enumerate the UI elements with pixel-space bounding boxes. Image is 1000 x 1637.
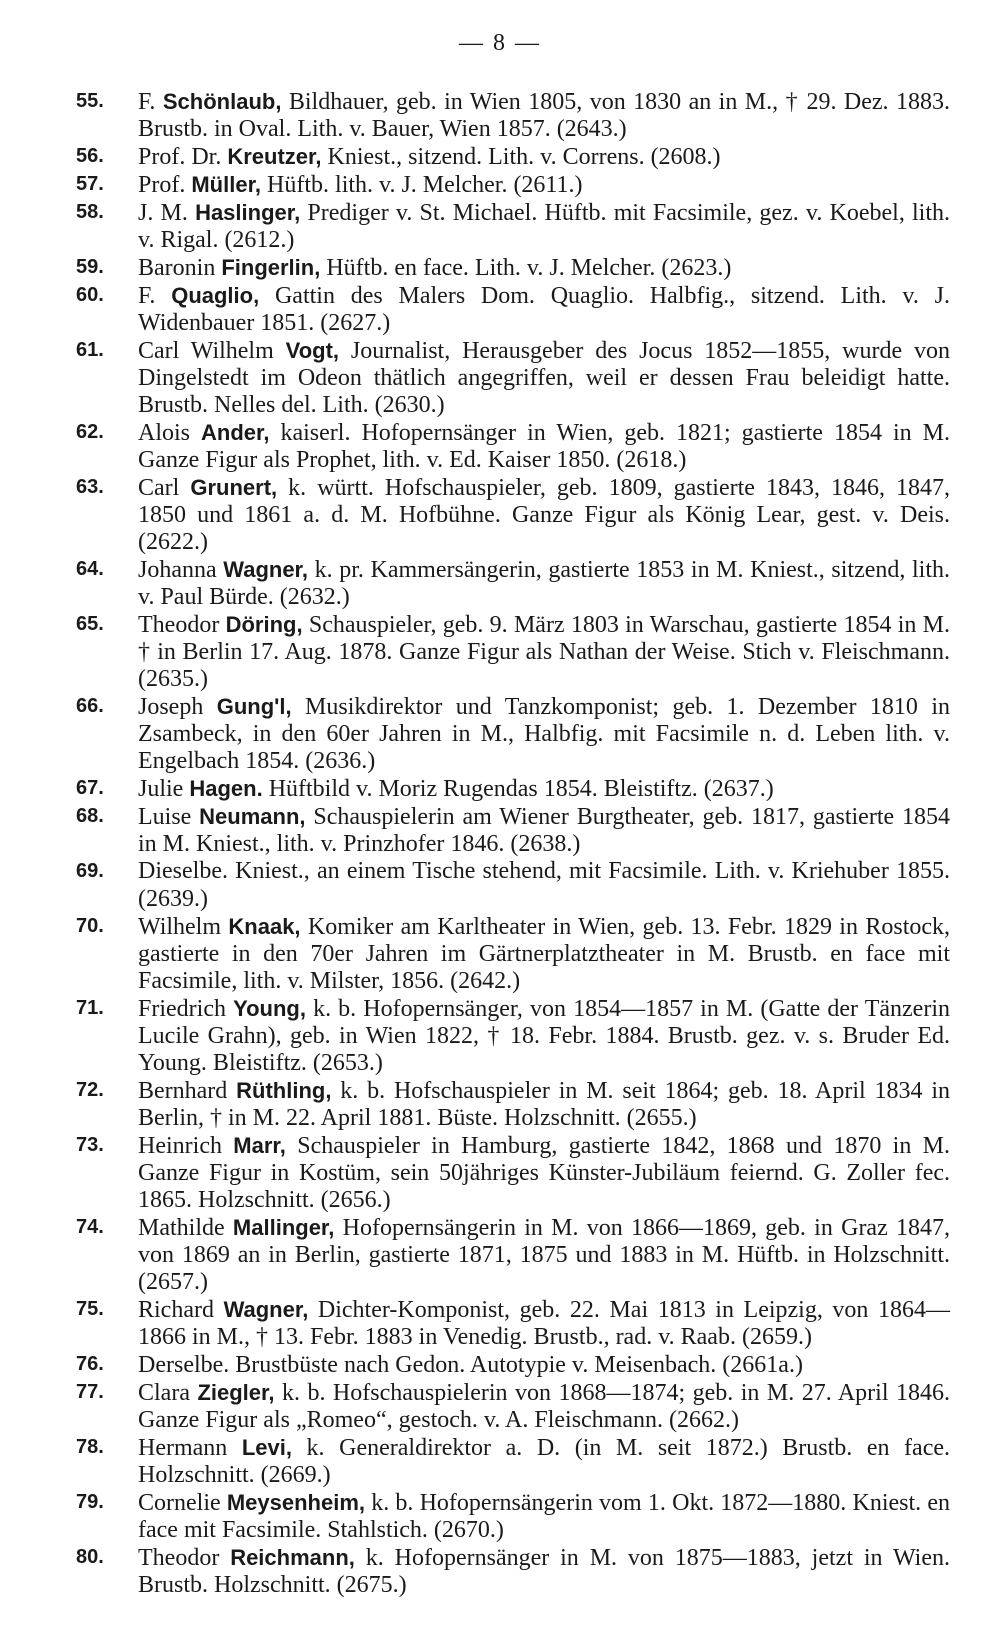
entry-number: 76. bbox=[76, 1353, 104, 1375]
entry-number: 61. bbox=[76, 339, 104, 361]
entry-prefix: Luise bbox=[138, 804, 200, 830]
entry-number: 59. bbox=[76, 256, 104, 278]
entry-prefix: J. M. bbox=[138, 200, 196, 226]
list-item bbox=[0, 1296, 1000, 1351]
person-name: Levi, bbox=[241, 1435, 292, 1460]
list-item bbox=[0, 1489, 1000, 1544]
entry-prefix: Friedrich bbox=[138, 996, 234, 1022]
entry-text bbox=[138, 88, 950, 143]
entry-number: 62. bbox=[76, 421, 104, 443]
entry-number: 77. bbox=[76, 1381, 104, 1403]
entry-number: 68. bbox=[76, 805, 104, 827]
entry-prefix: Carl Wilhelm bbox=[138, 338, 286, 364]
person-name: Wagner, bbox=[223, 557, 309, 582]
entry-text bbox=[138, 254, 950, 282]
list-item bbox=[0, 1434, 1000, 1489]
entry-text bbox=[138, 1214, 950, 1296]
entry-text bbox=[138, 611, 950, 693]
list-item bbox=[0, 1077, 1000, 1132]
person-name: Fingerlin, bbox=[221, 255, 321, 280]
person-name: Young, bbox=[233, 996, 306, 1021]
entry-number: 80. bbox=[76, 1546, 104, 1568]
list-item bbox=[0, 282, 1000, 337]
entry-description: Prediger v. St. Michael. Hüftb. mit Facsimile, gez. v. Koebel, lith. v. Rigal. (2612.) bbox=[138, 200, 951, 253]
entry-description: Schauspieler in Hamburg, gastierte 1842, 1868 und 1870 in M. Ganze Figur in Kostüm, sein 50jähriges Künster-Jubiläum feiernd. G. Zoller fec. 1865. Holzschnitt. (2656.) bbox=[138, 1133, 950, 1213]
entry-description: k. Hofopernsänger in M. von 1875—1883, jetzt in Wien. Brustb. Holzschnitt. (2675.) bbox=[138, 1545, 950, 1598]
person-name: Quaglio, bbox=[171, 283, 260, 308]
person-name: Mallinger, bbox=[232, 1215, 335, 1240]
entry-description: Komiker am Karltheater in Wien, geb. 13. Febr. 1829 in Rostock, gastierte in den 70er Jahren im Gärtnerplatztheater in M. Brustb. en face mit Facsimile, lith. v. Milster, 1856. (2642.) bbox=[138, 914, 951, 994]
person-name: Ander, bbox=[201, 420, 270, 445]
person-name: Ziegler, bbox=[197, 1380, 275, 1405]
entry-number: 73. bbox=[76, 1134, 104, 1156]
entry-text bbox=[138, 1132, 950, 1214]
entry-description: Gattin des Malers Dom. Quaglio. Halbfig., sitzend. Lith. v. J. Widenbauer 1851. (2627.) bbox=[138, 283, 950, 336]
entry-description: Schauspielerin am Wiener Burgtheater, geb. 1817, gastierte 1854 in M. Kniest., lith. v. Prinzhofer 1846. (2638.) bbox=[138, 804, 950, 857]
entry-number: 72. bbox=[76, 1079, 104, 1101]
list-item bbox=[0, 1379, 1000, 1434]
entry-prefix: Clara bbox=[138, 1380, 198, 1406]
entry-number: 63. bbox=[76, 476, 104, 498]
list-item bbox=[0, 254, 1000, 282]
entry-text bbox=[138, 995, 950, 1077]
list-item bbox=[0, 419, 1000, 474]
entry-number: 64. bbox=[76, 558, 104, 580]
person-name: Döring, bbox=[225, 612, 303, 637]
list-item bbox=[0, 995, 1000, 1077]
entry-text bbox=[138, 913, 950, 995]
entry-prefix: F. bbox=[138, 283, 172, 309]
person-name: Schönlaub, bbox=[162, 89, 282, 114]
entry-description: k. Generaldirektor a. D. (in M. seit 1872.) Brustb. en face. Holzschnitt. (2669.) bbox=[138, 1435, 950, 1488]
entry-description: Hofopernsängerin in M. von 1866—1869, geb. in Graz 1847, von 1869 an in Berlin, gastierte 1871, 1875 und 1883 in M. Hüftb. in Holzschnitt. (2657.) bbox=[138, 1215, 950, 1295]
page-number: — 8 — bbox=[459, 30, 541, 56]
entry-description: Hüftb. lith. v. J. Melcher. (2611.) bbox=[261, 172, 583, 198]
entry-prefix: Hermann bbox=[138, 1435, 242, 1461]
entry-prefix: Dieselbe. Kniest., an einem Tische stehend, mit Facsimile. Lith. v. Kriehuber 1855. (2639.) bbox=[138, 858, 950, 912]
entry-number: 74. bbox=[76, 1216, 104, 1238]
entry-description: k. württ. Hofschauspieler, geb. 1809, gastierte 1843, 1846, 1847, 1850 und 1861 a. d. M. Hofbühne. Ganze Figur als König Lear, gest. v. Deis. (2622.) bbox=[138, 475, 950, 555]
entry-number: 70. bbox=[76, 915, 104, 937]
list-item bbox=[0, 1544, 1000, 1599]
list-item bbox=[0, 556, 1000, 611]
entry-description: k. b. Hofschauspieler in M. seit 1864; geb. 18. April 1834 in Berlin, † in M. 22. April 1881. Büste. Holzschnitt. (2655.) bbox=[138, 1078, 951, 1131]
entry-prefix: Richard bbox=[138, 1297, 224, 1323]
entry-description: kaiserl. Hofopernsänger in Wien, geb. 1821; gastierte 1854 in M. Ganze Figur als Prophet, lith. v. Ed. Kaiser 1850. (2618.) bbox=[138, 420, 950, 473]
list-item bbox=[0, 88, 1000, 143]
entry-text bbox=[138, 1296, 950, 1351]
person-name: Rüthling, bbox=[236, 1078, 332, 1103]
list-item bbox=[0, 337, 1000, 419]
entry-prefix: Joseph bbox=[138, 694, 217, 720]
entry-prefix: Bernhard bbox=[138, 1078, 237, 1104]
entry-prefix: Alois bbox=[138, 420, 202, 446]
entry-prefix: Derselbe. Brustbüste nach Gedon. Autotypie v. Meisenbach. (2661a.) bbox=[138, 1352, 803, 1378]
list-item bbox=[0, 775, 1000, 803]
list-item bbox=[0, 1214, 1000, 1296]
entry-text bbox=[138, 1379, 950, 1434]
list-item bbox=[0, 693, 1000, 775]
entry-text bbox=[138, 858, 950, 913]
entry-text bbox=[138, 282, 950, 337]
entry-prefix: Prof. bbox=[138, 172, 192, 198]
entry-prefix: F. bbox=[138, 89, 163, 115]
entry-description: Hüftbild v. Moriz Rugendas 1854. Bleistiftz. (2637.) bbox=[262, 776, 774, 802]
entry-description: k. b. Hofopernsängerin vom 1. Okt. 1872—1880. Kniest. en face mit Facsimile. Stahlstich. (2670.) bbox=[138, 1490, 950, 1543]
list-item bbox=[0, 1132, 1000, 1214]
entry-prefix: Carl bbox=[138, 475, 191, 501]
entry-text bbox=[138, 775, 950, 803]
entry-text bbox=[138, 143, 950, 171]
entry-description: Musikdirektor und Tanzkomponist; geb. 1. Dezember 1810 in Zsambeck, in den 60er Jahren in M., Halbfig. mit Facsimile n. d. Leben lith. v. Engelbach 1854. (2636.) bbox=[138, 694, 950, 774]
entry-prefix: Prof. Dr. bbox=[138, 144, 228, 170]
entry-text bbox=[138, 693, 950, 775]
entry-prefix: Johanna bbox=[138, 557, 224, 583]
list-item bbox=[0, 171, 1000, 199]
entry-prefix: Cornelie bbox=[138, 1490, 227, 1516]
person-name: Gung'l, bbox=[216, 694, 292, 719]
person-name: Kreutzer, bbox=[227, 144, 322, 169]
person-name: Haslinger, bbox=[195, 200, 301, 225]
list-item bbox=[0, 199, 1000, 254]
entry-number: 71. bbox=[76, 997, 104, 1019]
entry-number: 56. bbox=[76, 145, 104, 167]
entry-number: 67. bbox=[76, 777, 104, 799]
entry-description: k. pr. Kammersängerin, gastierte 1853 in M. Kniest., sitzend, lith. v. Paul Bürde. (2632.) bbox=[138, 557, 950, 610]
list-item bbox=[0, 143, 1000, 171]
entry-text bbox=[138, 803, 950, 858]
entry-description: Hüftb. en face. Lith. v. J. Melcher. (2623.) bbox=[320, 255, 732, 281]
entry-text bbox=[138, 1077, 950, 1132]
entry-number: 55. bbox=[76, 90, 104, 112]
list-item bbox=[0, 474, 1000, 556]
entry-number: 78. bbox=[76, 1436, 104, 1458]
person-name: Vogt, bbox=[285, 338, 340, 363]
entry-text bbox=[138, 171, 950, 199]
entry-number: 69. bbox=[76, 860, 104, 882]
person-name: Hagen. bbox=[189, 776, 263, 801]
list-item bbox=[0, 611, 1000, 693]
entry-number: 79. bbox=[76, 1491, 104, 1513]
entry-text bbox=[138, 474, 950, 556]
entry-text bbox=[138, 337, 950, 419]
entry-description: k. b. Hofopernsänger, von 1854—1857 in M. (Gatte der Tänzerin Lucile Grahn), geb. in Wien 1822, † 18. Febr. 1884. Brustb. gez. v. s. Bruder Ed. Young. Bleistiftz. (2653.) bbox=[138, 996, 950, 1076]
entry-prefix: Wilhelm bbox=[138, 914, 229, 940]
person-name: Meysenheim, bbox=[226, 1490, 366, 1515]
entry-prefix: Julie bbox=[138, 776, 190, 802]
entry-description: Dichter-Komponist, geb. 22. Mai 1813 in Leipzig, von 1864—1866 in M., † 13. Febr. 1883 in Venedig. Brustb., rad. v. Raab. (2659.) bbox=[138, 1297, 950, 1350]
person-name: Grunert, bbox=[190, 475, 278, 500]
entry-number: 58. bbox=[76, 201, 104, 223]
entry-text bbox=[138, 1544, 950, 1599]
entry-number: 66. bbox=[76, 695, 104, 717]
entry-text bbox=[138, 419, 950, 474]
list-item bbox=[0, 858, 1000, 913]
entry-text bbox=[138, 556, 950, 611]
list-item bbox=[0, 913, 1000, 995]
entry-number: 60. bbox=[76, 284, 104, 306]
entry-text bbox=[138, 199, 950, 254]
entry-description: k. b. Hofschauspielerin von 1868—1874; geb. in M. 27. April 1846. Ganze Figur als „Romeo“, gestoch. v. A. Fleischmann. (2662.) bbox=[138, 1380, 950, 1433]
entry-text bbox=[138, 1351, 950, 1379]
entry-number: 65. bbox=[76, 613, 104, 635]
person-name: Knaak, bbox=[228, 914, 301, 939]
list-item bbox=[0, 803, 1000, 858]
entry-number: 75. bbox=[76, 1298, 104, 1320]
entry-description: Kniest., sitzend. Lith. v. Correns. (2608.) bbox=[321, 144, 721, 170]
list-item bbox=[0, 1351, 1000, 1379]
entry-text bbox=[138, 1489, 950, 1544]
entry-text bbox=[138, 1434, 950, 1489]
person-name: Müller, bbox=[191, 172, 262, 197]
person-name: Marr, bbox=[233, 1133, 286, 1158]
person-name: Neumann, bbox=[199, 804, 306, 829]
entry-description: Bildhauer, geb. in Wien 1805, von 1830 an in M., † 29. Dez. 1883. Brustb. in Oval. Lith. v. Bauer, Wien 1857. (2643.) bbox=[138, 89, 950, 142]
entry-description: Journalist, Herausgeber des Jocus 1852—1855, wurde von Dingelstedt im Odeon thätlich angegriffen, weil er dessen Frau beleidigt hatte. Brustb. Nelles del. Lith. (2630.) bbox=[138, 338, 950, 418]
entry-prefix: Theodor bbox=[138, 1545, 231, 1571]
entry-prefix: Theodor bbox=[138, 612, 226, 638]
entry-list bbox=[0, 88, 1000, 1599]
entry-description: Schauspieler, geb. 9. März 1803 in Warschau, gastierte 1854 in M. † in Berlin 17. Aug. 1878. Ganze Figur als Nathan der Weise. Stich v. Fleischmann. (2635.) bbox=[138, 612, 950, 692]
entry-prefix: Baronin bbox=[138, 255, 222, 281]
entry-number: 57. bbox=[76, 173, 104, 195]
entry-prefix: Heinrich bbox=[138, 1133, 234, 1159]
person-name: Wagner, bbox=[223, 1297, 309, 1322]
entry-prefix: Mathilde bbox=[138, 1215, 233, 1241]
person-name: Reichmann, bbox=[230, 1545, 355, 1570]
